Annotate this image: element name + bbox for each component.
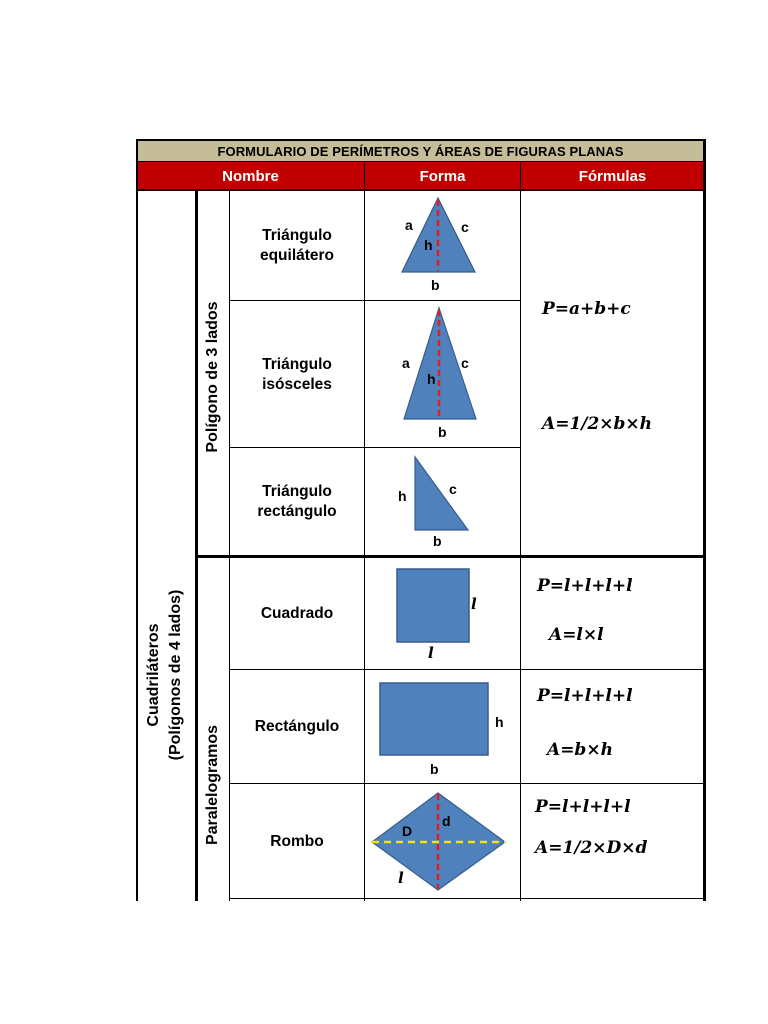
group-label-quadrilaterals-line1: Cuadriláteros — [145, 623, 162, 727]
group-label-quadrilaterals — [142, 540, 188, 810]
figure-rectangle — [365, 670, 520, 783]
label-right-h: h — [398, 488, 407, 504]
label-right-b: b — [433, 533, 442, 549]
formula-triangle-area: A=1/2×b×h — [542, 414, 653, 434]
rectangle-shape — [380, 683, 488, 755]
label-isosceles-h: h — [427, 371, 436, 387]
formula-square-perimeter: P=l+l+l+l — [537, 576, 633, 596]
name-rhombus: Rombo — [270, 832, 324, 850]
name-right-triangle — [230, 448, 364, 556]
label-rhombus-l: l — [398, 869, 404, 887]
formula-rectangle-perimeter: P=l+l+l+l — [537, 686, 633, 706]
label-equilateral-c: c — [461, 219, 469, 235]
label-rhombus-D: D — [402, 823, 413, 839]
name-right-line1: Triángulo — [262, 483, 332, 500]
right-triangle-shape — [415, 457, 468, 530]
label-rectangle-b: b — [430, 761, 439, 777]
border-top — [137, 139, 705, 141]
label-equilateral-b: b — [431, 277, 440, 293]
label-rhombus-d: d — [442, 813, 451, 829]
figure-equilateral-triangle — [365, 191, 520, 300]
square-shape — [397, 569, 469, 642]
border-left — [136, 139, 138, 901]
formula-rhombus-area: A=1/2×D×d — [535, 838, 648, 858]
label-square-side-right: l — [471, 595, 477, 613]
label-equilateral-h: h — [424, 237, 433, 253]
label-rectangle-h: h — [495, 714, 504, 730]
figure-right-triangle — [365, 448, 520, 555]
formula-rhombus-perimeter: P=l+l+l+l — [535, 797, 631, 817]
formula-square-area: A=l×l — [549, 625, 604, 645]
group-label-quadrilaterals-line2: (Polígonos de 4 lados) — [167, 589, 184, 761]
border-shape-col — [520, 190, 521, 901]
header-name: Nombre — [137, 162, 364, 190]
header-formulas: Fórmulas — [521, 162, 704, 190]
figure-isosceles-triangle — [365, 301, 520, 447]
header-divider-2 — [520, 162, 521, 191]
name-isosceles-line2: isósceles — [262, 375, 332, 393]
formula-triangle-perimeter: P=a+b+c — [542, 299, 631, 319]
group-label-triangles: Polígono de 3 lados — [204, 301, 221, 453]
name-equilateral-triangle — [230, 191, 364, 301]
name-isosceles-line1: Triángulo — [262, 355, 332, 373]
header-divider-1 — [364, 162, 365, 191]
name-isosceles-triangle — [230, 301, 364, 448]
name-right-line2: rectángulo — [257, 503, 337, 520]
label-isosceles-c: c — [461, 355, 469, 371]
figure-square — [365, 558, 520, 669]
sheet-title: FORMULARIO DE PERÍMETROS Y ÁREAS DE FIGURAS PLANAS — [137, 140, 704, 162]
header-shape: Forma — [364, 162, 521, 190]
label-isosceles-b: b — [438, 424, 447, 440]
label-square-side-bottom: l — [428, 644, 434, 662]
label-equilateral-a: a — [405, 217, 413, 233]
formula-rectangle-area: A=b×h — [547, 740, 613, 760]
group-label-parallelograms: Paralelogramos — [204, 724, 221, 846]
border-title-bottom — [137, 161, 705, 162]
border-right — [703, 139, 706, 901]
figure-rhombus — [365, 784, 520, 898]
label-right-c: c — [449, 481, 457, 497]
name-square: Cuadrado — [260, 605, 334, 622]
name-equilateral-line2: equilátero — [259, 247, 335, 264]
name-equilateral-line1: Triángulo — [262, 227, 332, 244]
label-isosceles-a: a — [402, 355, 410, 371]
name-rectangle: Rectángulo — [254, 718, 340, 735]
